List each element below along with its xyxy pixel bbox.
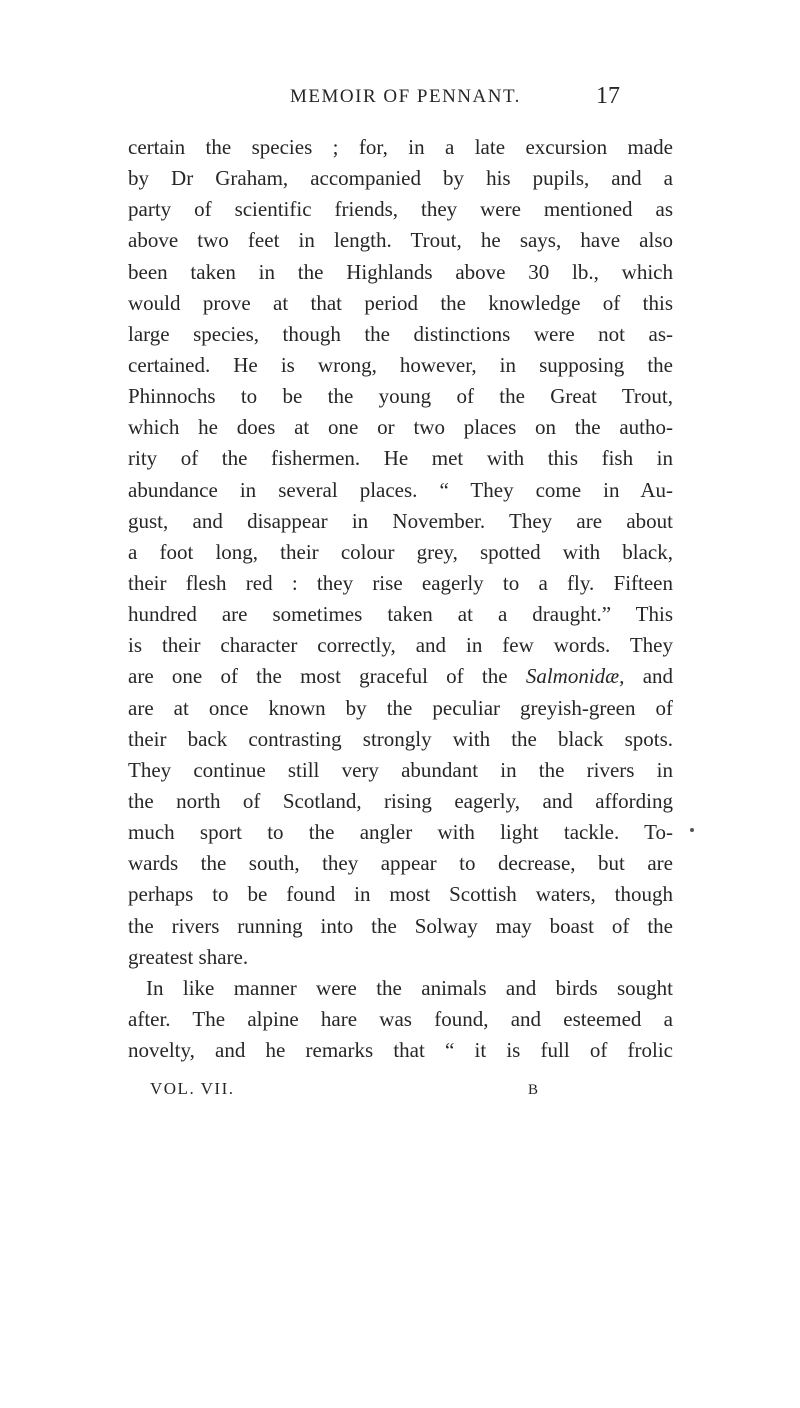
text-line: which he does at one or two places on the autho- [128,415,673,440]
text-line: party of scientific friends, they were mentioned as [128,197,673,222]
text-line: much sport to the angler with light tackle. To- [128,820,673,845]
volume-signature: VOL. VII. [150,1079,235,1098]
line-lead-text: are one of the most graceful of the [128,664,508,689]
text-line: would prove at that period the knowledge of this [128,290,673,315]
text-line: They continue still very abundant in the rivers in [128,757,673,782]
signature-mark: B [528,1082,539,1098]
text-line: are at once known by the peculiar greyish-green of [128,695,673,720]
line-tail-text: and [642,664,674,689]
margin-speck [690,828,694,832]
text-line: abundance in several places. “ They come in Au- [128,477,673,502]
text-line: their flesh red : they rise eagerly to a fly. Fifteen [128,570,673,595]
text-line: been taken in the Highlands above 30 lb., which [128,259,673,284]
text-line-paragraph-end: greatest share. [128,944,249,969]
text-line: is their character correctly, and in few words. They [128,633,673,658]
text-line: their back contrasting strongly with the black spots. [128,726,673,751]
text-line: hundred are sometimes taken at a draught.” This [128,602,673,627]
signature-line [150,1079,650,1109]
text-line: a foot long, their colour grey, spotted with black, [128,539,673,564]
text-line-paragraph-start: In like manner were the animals and birds sought [146,975,673,1000]
text-line: by Dr Graham, accompanied by his pupils, and a [128,166,673,191]
text-line: the rivers running into the Solway may boast of the [128,913,673,938]
text-line: gust, and disappear in November. They are about [128,508,673,533]
text-line: above two feet in length. Trout, he says, have also [128,228,673,253]
italic-term: Salmonidæ, [525,664,625,689]
text-line: rity of the fishermen. He met with this fish in [128,446,673,471]
text-line: certained. He is wrong, however, in supposing the [128,352,673,377]
text-line: after. The alpine hare was found, and esteemed a [128,1006,673,1031]
text-line-with-italic [128,661,673,692]
running-title: MEMOIR OF PENNANT. [290,86,521,107]
text-line: the north of Scotland, rising eagerly, and affording [128,788,673,813]
body-text [128,132,673,1066]
running-head [290,83,620,122]
text-line: certain the species ; for, in a late excursion made [128,135,673,159]
text-line: perhaps to be found in most Scottish waters, though [128,882,673,907]
text-line: wards the south, they appear to decrease, but are [128,851,673,876]
text-line: novelty, and he remarks that “ it is full of frolic [128,1038,673,1063]
text-line: Phinnochs to be the young of the Great Trout, [128,384,673,409]
text-line: large species, though the distinctions were not as- [128,321,673,346]
page-number: 17 [596,83,620,109]
